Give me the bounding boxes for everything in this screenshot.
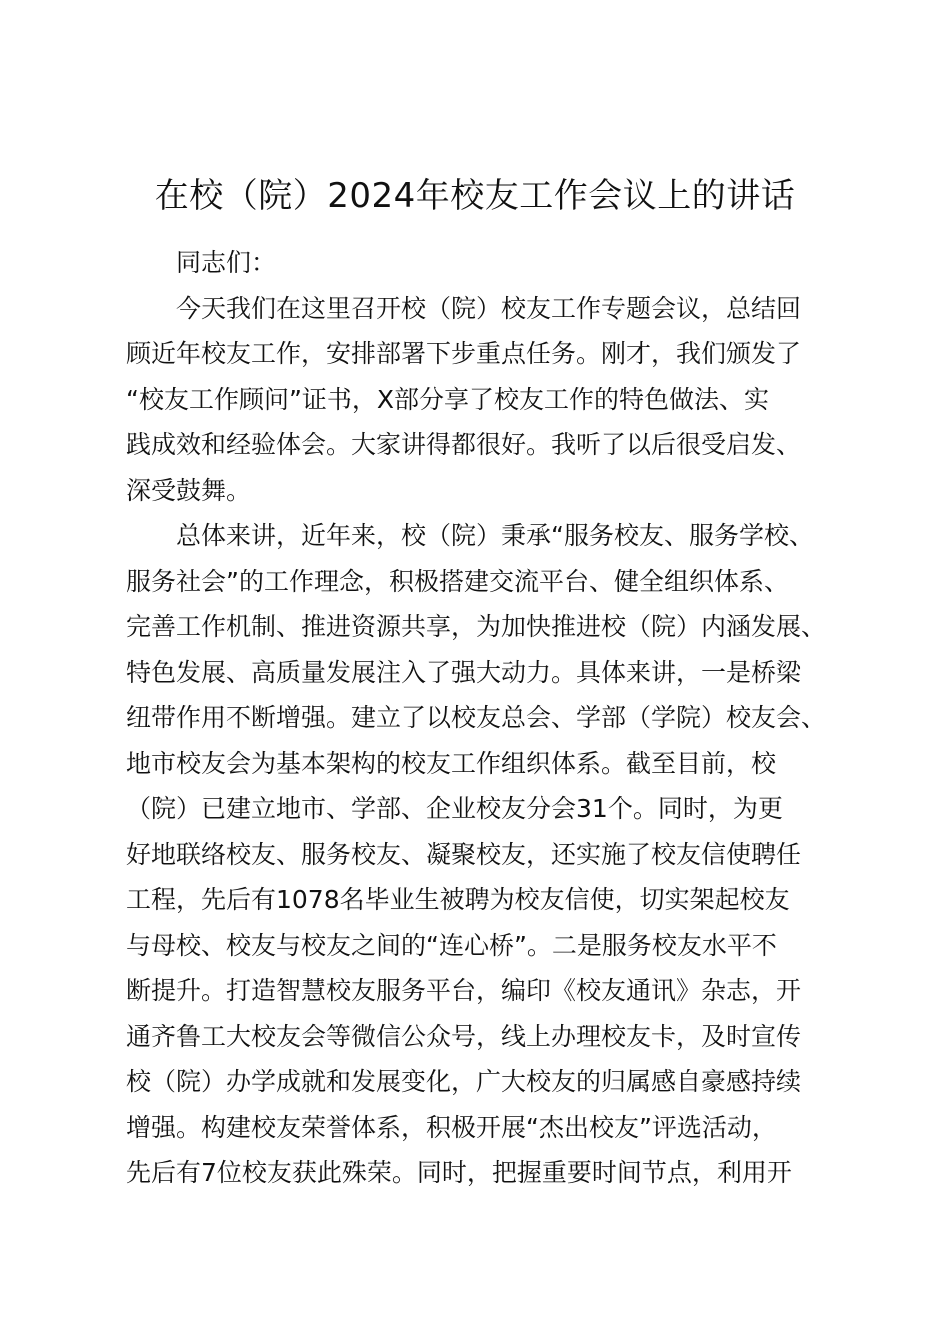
paragraph-2-line: 纽带作用不断增强。建立了以校友总会、学部（学院）校友会、	[126, 703, 827, 732]
paragraph-2-line: 增强。构建校友荣誉体系，积极开展“杰出校友”评选活动，	[126, 1112, 777, 1142]
paragraph-2-line: 与母校、校友与校友之间的“连心桥”。二是服务校友水平不	[126, 930, 777, 960]
paragraph-1-line: 践成效和经验体会。大家讲得都很好。我听了以后很受启发、	[126, 430, 802, 459]
paragraph-2-line: 总体来讲，近年来，校（院）秉承“服务校友、服务学校、	[176, 521, 814, 550]
paragraph-1-line: 顾近年校友工作，安排部署下步重点任务。刚才，我们颁发了	[126, 339, 802, 368]
document-title: 在校（院）2024年校友工作会议上的讲话	[154, 176, 796, 216]
paragraph-2-line: 好地联络校友、服务校友、凝聚校友，还实施了校友信使聘任	[126, 839, 802, 869]
paragraph-2-line: 断提升。打造智慧校友服务平台，编印《校友通讯》杂志，开	[126, 976, 802, 1005]
paragraph-1-line: 今天我们在这里召开校（院）校友工作专题会议，总结回	[176, 293, 802, 323]
paragraph-1-line: 深受鼓舞。	[126, 475, 252, 505]
document-body	[126, 240, 826, 1196]
paragraph-2-line: 完善工作机制、推进资源共享，为加快推进校（院）内涵发展、	[126, 612, 827, 641]
paragraph-2	[126, 513, 826, 1196]
paragraph-2-line: 地市校友会为基本架构的校友工作组织体系。截至目前，校	[126, 748, 777, 778]
paragraph-1-line: “校友工作顾问”证书，X部分享了校友工作的特色做法、实	[126, 384, 770, 414]
paragraph-2-line: 通齐鲁工大校友会等微信公众号，线上办理校友卡，及时宣传	[126, 1021, 802, 1051]
paragraph-2-line: 工程，先后有1078名毕业生被聘为校友信使，切实架起校友	[126, 885, 790, 914]
paragraph-2-line: 校（院）办学成就和发展变化，广大校友的归属感自豪感持续	[126, 1067, 802, 1096]
paragraph-2-line: 先后有7位校友获此殊荣。同时，把握重要时间节点，利用开	[126, 1158, 792, 1187]
paragraph-2-line: （院）已建立地市、学部、企业校友分会31个。同时，为更	[126, 794, 783, 823]
paragraph-1	[126, 286, 826, 514]
paragraph-2-line: 特色发展、高质量发展注入了强大动力。具体来讲，一是桥梁	[126, 657, 802, 687]
salutation: 同志们：	[176, 248, 277, 277]
paragraph-2-line: 服务社会”的工作理念，积极搭建交流平台、健全组织体系、	[126, 566, 789, 596]
